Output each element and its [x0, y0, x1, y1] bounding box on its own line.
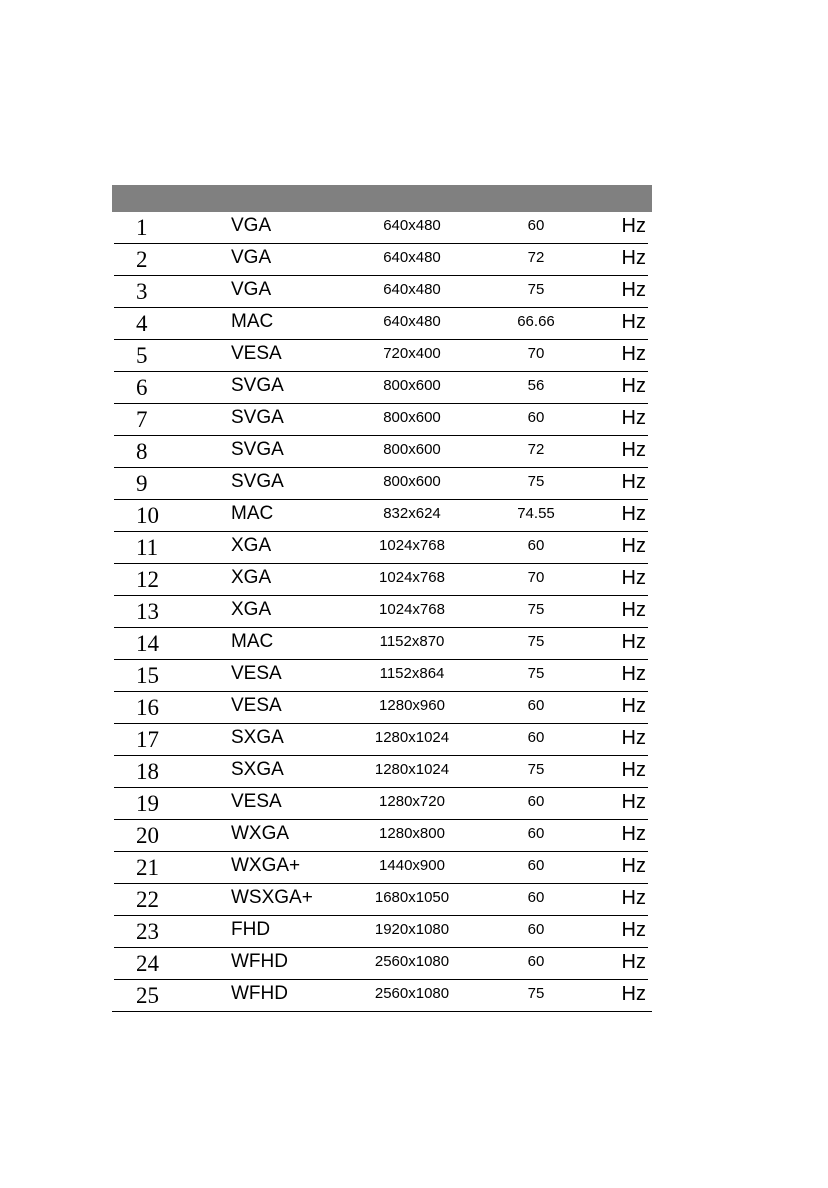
- mode-name: VGA: [231, 215, 272, 236]
- resolution: 1280x1024: [374, 729, 450, 746]
- frequency-unit: Hz: [621, 247, 646, 269]
- mode-name: SXGA: [231, 759, 284, 780]
- resolution: 1280x720: [379, 793, 445, 810]
- row-number: 20: [136, 823, 159, 848]
- frequency-unit: Hz: [621, 215, 646, 237]
- refresh-rate: 70: [527, 569, 545, 586]
- refresh-rate: 60: [527, 729, 545, 746]
- display-timing-table: [112, 185, 652, 1012]
- mode-name: SVGA: [231, 471, 284, 492]
- frequency-unit: Hz: [621, 375, 646, 397]
- resolution: 1024x768: [379, 569, 445, 586]
- mode-name: XGA: [231, 599, 272, 620]
- row-number: 3: [136, 279, 148, 304]
- refresh-rate: 60: [527, 857, 545, 874]
- resolution: 1440x900: [379, 857, 445, 874]
- row-number: 18: [136, 759, 159, 784]
- mode-name: FHD: [231, 919, 271, 940]
- resolution: 800x600: [383, 409, 441, 426]
- resolution: 1680x1050: [374, 889, 450, 906]
- frequency-unit: Hz: [621, 791, 646, 813]
- row-number: 2: [136, 247, 148, 272]
- table-row: [112, 404, 652, 436]
- refresh-rate: 66.66: [517, 313, 555, 330]
- mode-name: MAC: [231, 503, 274, 524]
- refresh-rate: 60: [527, 921, 545, 938]
- refresh-rate: 60: [527, 793, 545, 810]
- frequency-unit: Hz: [621, 471, 646, 493]
- frequency-unit: Hz: [621, 951, 646, 973]
- table-row: [112, 500, 652, 532]
- resolution: 1152x864: [379, 665, 445, 682]
- row-number: 1: [136, 215, 148, 240]
- refresh-rate: 75: [527, 761, 545, 778]
- table-row: [112, 468, 652, 500]
- row-number: 8: [136, 439, 148, 464]
- refresh-rate: 60: [527, 889, 545, 906]
- resolution: 1920x1080: [374, 921, 450, 938]
- mode-name: WSXGA+: [231, 887, 313, 908]
- resolution: 640x480: [383, 217, 441, 234]
- refresh-rate: 56: [527, 377, 545, 394]
- resolution: 1152x870: [379, 633, 445, 650]
- table-row: [112, 852, 652, 884]
- row-number: 9: [136, 471, 148, 496]
- row-divider: [112, 1011, 652, 1013]
- row-number: 7: [136, 407, 148, 432]
- row-number: 11: [136, 535, 159, 560]
- refresh-rate: 60: [527, 409, 545, 426]
- row-number: 22: [136, 887, 159, 912]
- refresh-rate: 75: [527, 985, 545, 1002]
- resolution: 1280x1024: [374, 761, 450, 778]
- row-number: 14: [136, 631, 159, 656]
- frequency-unit: Hz: [621, 535, 646, 557]
- refresh-rate: 70: [527, 345, 545, 362]
- row-number: 6: [136, 375, 148, 400]
- mode-name: VESA: [231, 791, 282, 812]
- table-row: [112, 596, 652, 628]
- frequency-unit: Hz: [621, 695, 646, 717]
- resolution: 800x600: [383, 473, 441, 490]
- resolution: 800x600: [383, 441, 441, 458]
- refresh-rate: 75: [527, 633, 545, 650]
- table-row: [112, 340, 652, 372]
- frequency-unit: Hz: [621, 439, 646, 461]
- mode-name: VESA: [231, 343, 282, 364]
- frequency-unit: Hz: [621, 983, 646, 1005]
- mode-name: VESA: [231, 663, 282, 684]
- refresh-rate: 74.55: [517, 505, 555, 522]
- table-row: [112, 308, 652, 340]
- mode-name: VGA: [231, 247, 272, 268]
- row-number: 21: [136, 855, 159, 880]
- table-row: [112, 692, 652, 724]
- frequency-unit: Hz: [621, 567, 646, 589]
- resolution: 2560x1080: [374, 985, 450, 1002]
- table-row: [112, 628, 652, 660]
- table-row: [112, 788, 652, 820]
- mode-name: WXGA: [231, 823, 290, 844]
- resolution: 1280x960: [379, 697, 445, 714]
- table-row: [112, 724, 652, 756]
- frequency-unit: Hz: [621, 407, 646, 429]
- row-number: 24: [136, 951, 159, 976]
- table-row: [112, 884, 652, 916]
- mode-name: MAC: [231, 311, 274, 332]
- frequency-unit: Hz: [621, 503, 646, 525]
- frequency-unit: Hz: [621, 919, 646, 941]
- refresh-rate: 60: [527, 537, 545, 554]
- table-row: [112, 660, 652, 692]
- refresh-rate: 75: [527, 665, 545, 682]
- row-number: 15: [136, 663, 159, 688]
- table-row: [112, 276, 652, 308]
- refresh-rate: 72: [527, 249, 545, 266]
- table-row: [112, 756, 652, 788]
- frequency-unit: Hz: [621, 279, 646, 301]
- table-header-bar: [112, 185, 652, 212]
- resolution: 2560x1080: [374, 953, 450, 970]
- table-row: [112, 948, 652, 980]
- table-row: [112, 244, 652, 276]
- resolution: 1024x768: [379, 537, 445, 554]
- resolution: 640x480: [383, 249, 441, 266]
- row-number: 25: [136, 983, 159, 1008]
- mode-name: SVGA: [231, 375, 284, 396]
- mode-name: VESA: [231, 695, 282, 716]
- table-row: [112, 916, 652, 948]
- table-row: [112, 532, 652, 564]
- row-number: 12: [136, 567, 159, 592]
- refresh-rate: 60: [527, 953, 545, 970]
- refresh-rate: 60: [527, 217, 545, 234]
- frequency-unit: Hz: [621, 823, 646, 845]
- row-number: 13: [136, 599, 159, 624]
- frequency-unit: Hz: [621, 759, 646, 781]
- mode-name: XGA: [231, 535, 272, 556]
- resolution: 720x400: [383, 345, 441, 362]
- resolution: 640x480: [383, 313, 441, 330]
- frequency-unit: Hz: [621, 855, 646, 877]
- refresh-rate: 72: [527, 441, 545, 458]
- frequency-unit: Hz: [621, 631, 646, 653]
- mode-name: SVGA: [231, 407, 284, 428]
- resolution: 1024x768: [379, 601, 445, 618]
- refresh-rate: 60: [527, 697, 545, 714]
- refresh-rate: 75: [527, 601, 545, 618]
- mode-name: XGA: [231, 567, 272, 588]
- row-number: 5: [136, 343, 148, 368]
- frequency-unit: Hz: [621, 343, 646, 365]
- frequency-unit: Hz: [621, 311, 646, 333]
- table-row: [112, 820, 652, 852]
- table-row: [112, 212, 652, 244]
- mode-name: WFHD: [231, 983, 288, 1004]
- mode-name: SXGA: [231, 727, 284, 748]
- table-row: [112, 436, 652, 468]
- table-row: [112, 564, 652, 596]
- frequency-unit: Hz: [621, 887, 646, 909]
- frequency-unit: Hz: [621, 599, 646, 621]
- mode-name: SVGA: [231, 439, 284, 460]
- frequency-unit: Hz: [621, 727, 646, 749]
- table-body: [112, 212, 652, 1012]
- row-number: 23: [136, 919, 159, 944]
- refresh-rate: 60: [527, 825, 545, 842]
- mode-name: WFHD: [231, 951, 288, 972]
- row-number: 10: [136, 503, 159, 528]
- mode-name: WXGA+: [231, 855, 301, 876]
- frequency-unit: Hz: [621, 663, 646, 685]
- refresh-rate: 75: [527, 281, 545, 298]
- mode-name: MAC: [231, 631, 274, 652]
- resolution: 640x480: [383, 281, 441, 298]
- resolution: 832x624: [383, 505, 441, 522]
- row-number: 19: [136, 791, 159, 816]
- resolution: 1280x800: [379, 825, 445, 842]
- table-row: [112, 372, 652, 404]
- resolution: 800x600: [383, 377, 441, 394]
- table-row: [112, 980, 652, 1012]
- row-number: 16: [136, 695, 159, 720]
- mode-name: VGA: [231, 279, 272, 300]
- row-number: 17: [136, 727, 159, 752]
- row-number: 4: [136, 311, 148, 336]
- refresh-rate: 75: [527, 473, 545, 490]
